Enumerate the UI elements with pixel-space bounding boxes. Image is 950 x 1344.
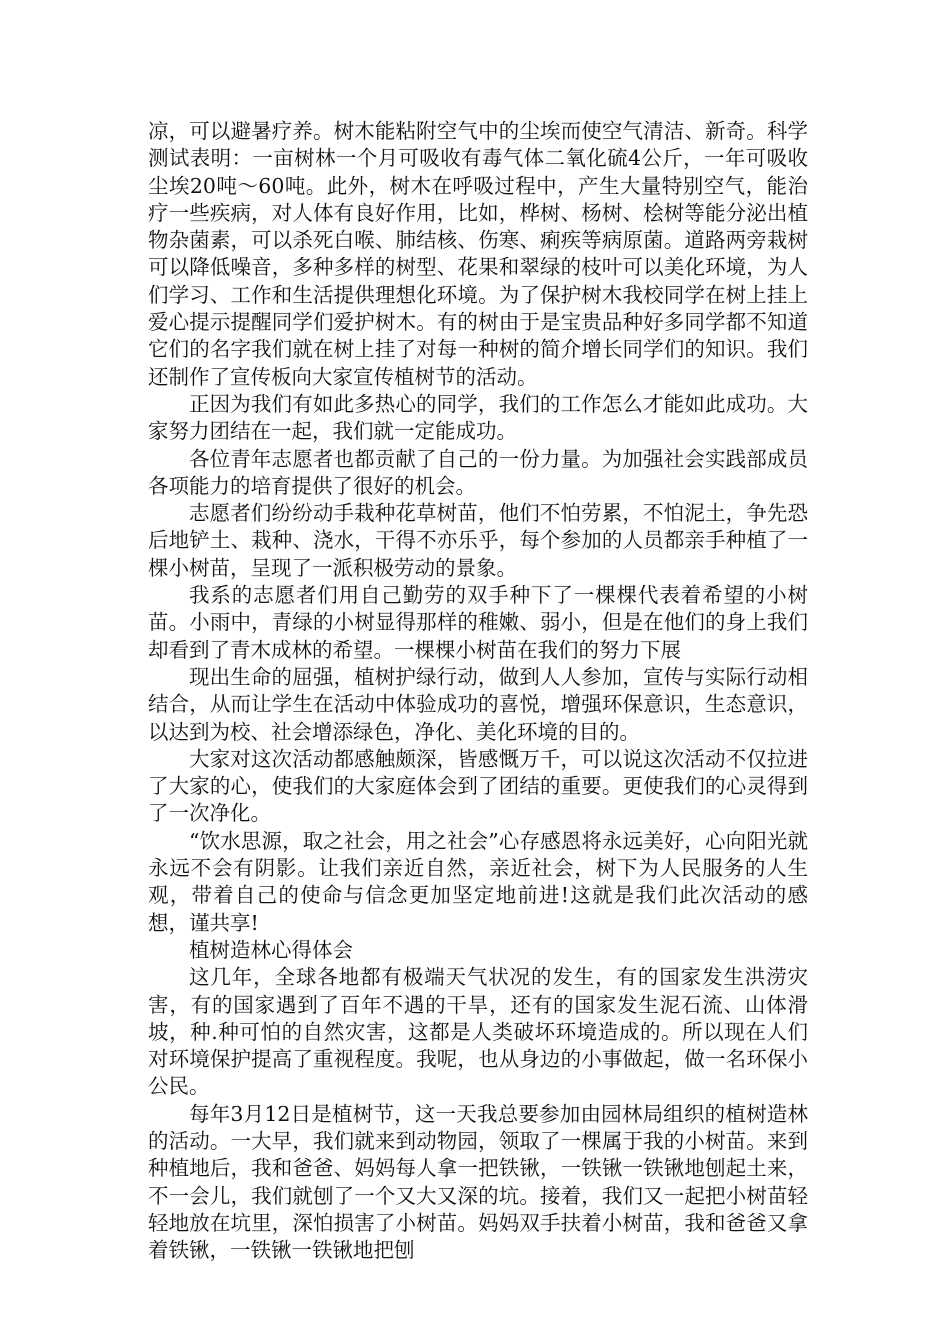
paragraph-3: 各位青年志愿者也都贡献了自己的一份力量。为加强社会实践部成员各项能力的培育提供了很好的机会。: [148, 446, 808, 498]
section-heading: 植树造林心得体会: [189, 937, 353, 962]
paragraph-9: 这几年，全球各地都有极端天气状况的发生，有的国家发生洪涝灾害，有的国家遇到了百年不遇的干旱，还有的国家发生泥石流、山体滑坡，种.种可怕的自然灾害，这都是人类破坏环境造成的。所以现在人们对环境保护提高了重视程度。我呢，也从身边的小事做起，做一名环保小公民。: [148, 965, 808, 1099]
document-page: [148, 118, 808, 1264]
paragraph-2: 正因为我们有如此多热心的同学，我们的工作怎么才能如此成功。大家努力团结在一起，我们就一定能成功。: [148, 391, 808, 444]
paragraph-6: 现出生命的屈强，植树护绿行动，做到人人参加，宣传与实际行动相结合，从而让学生在活动中体验成功的喜悦，增强环保意识，生态意识，以达到为校、社会增添绿色，净化、美化环境的目的。: [148, 664, 808, 744]
paragraph-7: 大家对这次活动都感触颇深，皆感慨万千，可以说这次活动不仅拉进了大家的心，使我们的大家庭体会到了团结的重要。更使我们的心灵得到了一次净化。: [148, 746, 808, 826]
paragraph-8: “饮水思源，取之社会，用之社会”心存感恩将永远美好，心向阳光就永远不会有阴影。让我们亲近自然，亲近社会，树下为人民服务的人生观，带着自己的使命与信念更加坚定地前进!这就是我们此次活动的感想，谨共享!: [148, 828, 808, 935]
paragraph-4: 志愿者们纷纷动手栽种花草树苗，他们不怕劳累，不怕泥土，争先恐后地铲土、栽种、浇水，干得不亦乐乎，每个参加的人员都亲手种植了一棵小树苗，呈现了一派积极劳动的景象。: [148, 501, 808, 580]
paragraph-5: 我系的志愿者们用自己勤劳的双手种下了一棵棵代表着希望的小树苗。小雨中，青绿的小树显得那样的稚嫩、弱小，但是在他们的身上我们却看到了青木成林的希望。一棵棵小树苗在我们的努力下展: [148, 583, 808, 662]
paragraph-1: 凉，可以避暑疗养。树木能粘附空气中的尘埃而使空气清洁、新奇。科学测试表明：一亩树林一个月可吸收有毒气体二氧化硫4公斤，一年可吸收尘埃20吨～60吨。此外，树木在呼吸过程中，产生大量特别空气，能治疗一些疾病，对人体有良好作用，比如，桦树、杨树、桧树等能分泌出植物杂菌素，可以杀死白喉、肺结核、伤寒、痢疾等病原菌。道路两旁栽树可以降低噪音，多种多样的树型、花果和翠绿的枝叶可以美化环境，为人们学习、工作和生活提供理想化环境。为了保护树木我校同学在树上挂上爱心提示提醒同学们爱护树木。有的树由于是宝贵品种好多同学都不知道它们的名字我们就在树上挂了对每一种树的简介增长同学们的知识。我们还制作了宣传板向大家宣传植树节的活动。: [148, 119, 808, 389]
paragraph-10: 每年3月12日是植树节，这一天我总要参加由园林局组织的植树造林的活动。一大早，我们就来到动物园，领取了一棵属于我的小树苗。来到种植地后，我和爸爸、妈妈每人拿一把铁锹，一铁锹一铁锹地刨起土来，不一会儿，我们就刨了一个又大又深的坑。接着，我们又一起把小树苗轻轻地放在坑里，深怕损害了小树苗。妈妈双手扶着小树苗，我和爸爸又拿着铁锹，一铁锹一铁锹地把刨: [148, 1101, 808, 1263]
